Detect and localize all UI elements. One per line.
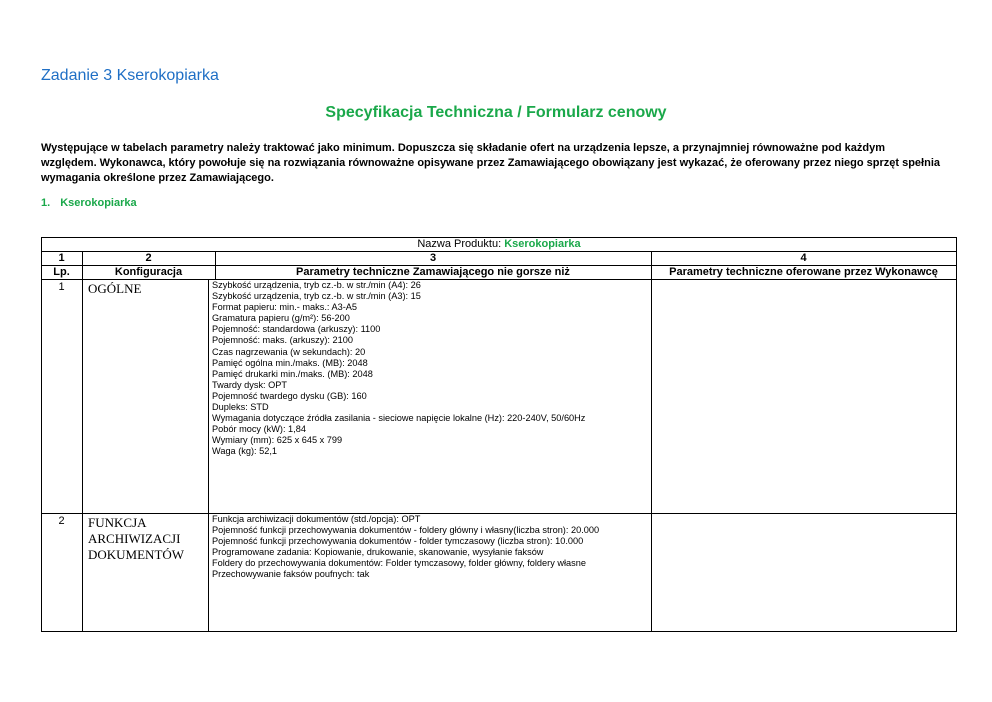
param-line: Gramatura papieru (g/m²): 56-200 bbox=[212, 313, 350, 324]
param-line: Szybkość urządzenia, tryb cz.-b. w str./min (A4): 26 bbox=[212, 280, 421, 290]
row2-config-line: DOKUMENTÓW bbox=[88, 547, 185, 562]
row2-config-line: ARCHIWIZACJI bbox=[88, 531, 181, 546]
col-number-3: 3 bbox=[429, 252, 437, 264]
product-name-cell bbox=[41, 238, 957, 250]
param-line: Pojemność: maks. (arkuszy): 2100 bbox=[212, 335, 353, 346]
col-number-4: 4 bbox=[800, 252, 807, 264]
col-number-2: 2 bbox=[145, 252, 152, 264]
param-line: Pojemność funkcji przechowywania dokumentów - foldery główny i własny(liczba stron): 20.000 bbox=[212, 525, 600, 536]
param-line: Pamięć drukarki min./maks. (MB): 2048 bbox=[212, 368, 373, 379]
param-line: Przechowywanie faksów poufnych: tak bbox=[212, 569, 370, 580]
row2-lp: 2 bbox=[58, 515, 65, 527]
header-lp: Lp. bbox=[53, 266, 70, 278]
section-label: Kserokopiarka bbox=[60, 197, 137, 209]
row1-lp: 1 bbox=[58, 281, 65, 293]
product-label: Nazwa Produktu: bbox=[417, 238, 505, 250]
param-line: Pojemność: standardowa (arkuszy): 1100 bbox=[212, 324, 381, 335]
param-line: Dupleks: STD bbox=[212, 402, 269, 413]
row1-config-line: OGÓLNE bbox=[88, 281, 142, 296]
header-required-params: Parametry techniczne Zamawiającego nie gorsze niż bbox=[296, 266, 570, 278]
page-heading: Zadanie 3 Kserokopiarka bbox=[41, 67, 219, 84]
param-line: Czas nagrzewania (w sekundach): 20 bbox=[212, 346, 366, 357]
row2-params bbox=[212, 514, 599, 581]
row2-config-line: FUNKCJA bbox=[88, 515, 147, 530]
param-line: Waga (kg): 52,1 bbox=[212, 446, 278, 457]
col-number-1: 1 bbox=[58, 252, 65, 264]
param-line: Wymagania dotyczące źródła zasilania - sieciowe napięcie lokalne (Hz): 220-240V, 50/60Hz bbox=[212, 413, 586, 424]
section-number: 1. bbox=[41, 197, 51, 209]
document-title: Specyfikacja Techniczna / Formularz cenowy bbox=[325, 104, 667, 121]
param-line: Twardy dysk: OPT bbox=[212, 379, 288, 390]
header-config: Konfiguracja bbox=[114, 266, 183, 278]
param-line: Foldery do przechowywania dokumentów: Folder tymczasowy, folder główny, foldery własne bbox=[212, 558, 586, 569]
row1-config bbox=[88, 281, 141, 297]
param-line: Pojemność twardego dysku (GB): 160 bbox=[212, 390, 367, 401]
product-name: Kserokopiarka bbox=[504, 238, 581, 250]
param-line: Szybkość urządzenia, tryb cz.-b. w str./min (A3): 15 bbox=[212, 291, 421, 302]
intro-paragraph: Występujące w tabelach parametry należy traktować jako minimum. Dopuszcza się składanie ofert na urządzenia lepsze, a przynajmniej równoważne pod każdym względem. Wykonawca, który powołuje się na rozwiązania równoważne opisywane przez Zamawiającego obowiązany jest wykazać, że oferowany przez niego sprzęt spełnia wymagania określone przez Zamawiającego. bbox=[41, 142, 940, 184]
param-line: Pojemność funkcji przechowywania dokumentów - folder tymczasowy (liczba stron): 10.000 bbox=[212, 536, 584, 547]
param-line: Pobór mocy (kW): 1,84 bbox=[212, 424, 306, 435]
header-offered-params: Parametry techniczne oferowane przez Wykonawcę bbox=[669, 266, 938, 278]
param-line: Funkcja archiwizacji dokumentów (std./opcja): OPT bbox=[212, 514, 421, 524]
param-line: Pamięć ogólna min./maks. (MB): 2048 bbox=[212, 357, 368, 368]
param-line: Format papieru: min.- maks.: A3-A5 bbox=[212, 302, 358, 313]
param-line: Programowane zadania: Kopiowanie, drukowanie, skanowanie, wysyłanie faksów bbox=[212, 547, 544, 558]
row1-params bbox=[212, 280, 585, 458]
row2-config bbox=[88, 515, 184, 563]
param-line: Wymiary (mm): 625 x 645 x 799 bbox=[212, 435, 343, 446]
